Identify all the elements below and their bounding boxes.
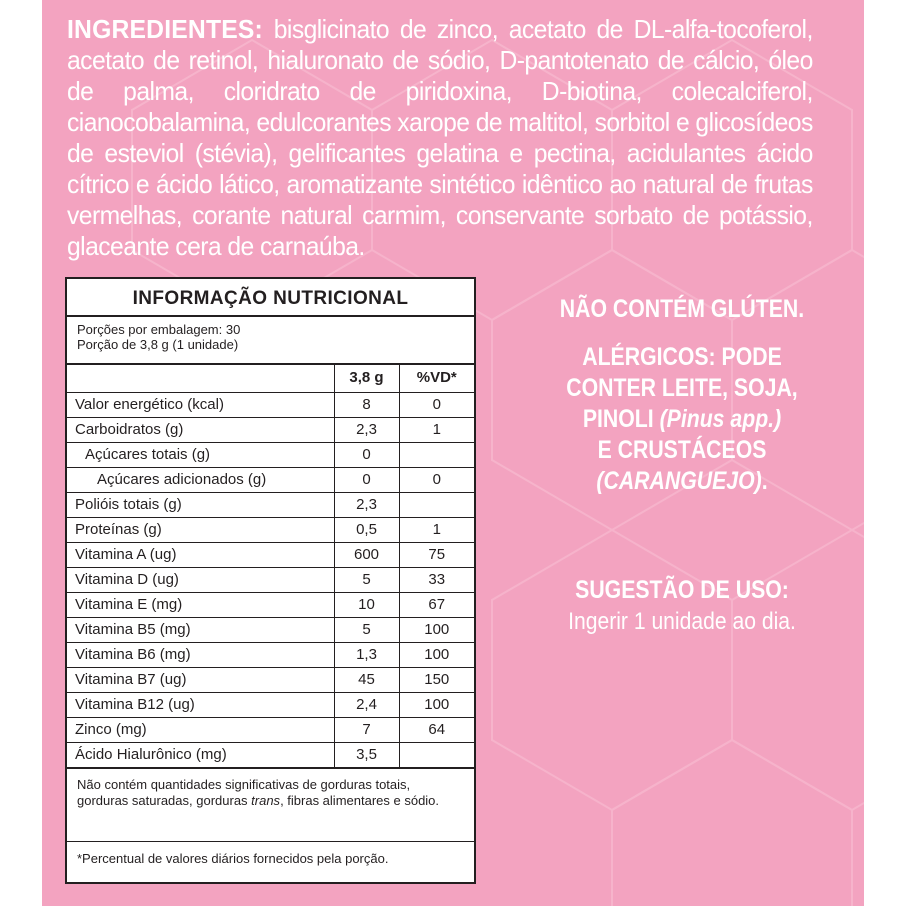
allergen-line-3-a: PINOLI (582, 405, 660, 433)
usage-title: SUGESTÃO DE USO: (575, 576, 789, 604)
nutrition-facts-table (65, 277, 476, 884)
dv-note: *Percentual de valores diários fornecidos pela porção. (77, 850, 389, 866)
footnote-post: , fibras alimentares e sódio. (280, 792, 440, 808)
nutrient-dv: 1 (399, 417, 474, 442)
nutrient-label: Polióis totais (g) (67, 492, 334, 517)
nutrient-row (67, 617, 474, 642)
nutrient-amount: 0 (334, 467, 399, 492)
ingredients-label: INGREDIENTES: (67, 14, 263, 44)
nutrient-label: Proteínas (g) (67, 517, 334, 542)
nutrient-amount: 0 (334, 442, 399, 467)
nutrient-dv: 150 (399, 667, 474, 692)
nutrient-amount: 45 (334, 667, 399, 692)
nutrient-row (67, 642, 474, 667)
nutrient-label: Vitamina A (ug) (67, 542, 334, 567)
nutrient-amount: 8 (334, 392, 399, 417)
nutrient-dv (399, 442, 474, 467)
nutrient-amount: 2,3 (334, 492, 399, 517)
nutrient-label: Carboidratos (g) (67, 417, 334, 442)
allergen-line-5-italic: (CARANGUEJO) (596, 467, 762, 495)
nutrient-dv (399, 742, 474, 768)
servings-per-package: Porções por embalagem: 30 (77, 322, 241, 337)
nutrient-row (67, 742, 474, 768)
nutrient-dv: 0 (399, 467, 474, 492)
nutrient-amount: 3,5 (334, 742, 399, 768)
footnote-pre: Não contém quantidades significativas de gorduras totais, gorduras saturadas, gorduras (77, 776, 411, 808)
pink-label-panel (42, 0, 864, 906)
nutrient-label: Vitamina B6 (mg) (67, 642, 334, 667)
nutrient-dv: 100 (399, 617, 474, 642)
nutrient-label: Valor energético (kcal) (67, 392, 334, 417)
gluten-text: NÃO CONTÉM GLÚTEN. (559, 295, 805, 323)
nutrient-grid (67, 365, 474, 769)
nutrient-amount: 1,3 (334, 642, 399, 667)
nutrient-label: Zinco (mg) (67, 717, 334, 742)
nutrient-dv: 67 (399, 592, 474, 617)
allergen-line-5-tail: . (761, 467, 768, 495)
nutrition-footnote (67, 769, 474, 842)
nutrient-label: Vitamina B12 (ug) (67, 692, 334, 717)
nutrition-title: INFORMAÇÃO NUTRICIONAL (67, 279, 474, 317)
allergen-line-2: CONTER LEITE, SOJA, (566, 374, 798, 402)
nutrient-header-row (67, 365, 474, 392)
nutrient-amount: 10 (334, 592, 399, 617)
header-dv: %VD* (399, 365, 474, 392)
nutrient-row (67, 392, 474, 417)
nutrient-dv: 64 (399, 717, 474, 742)
nutrient-row (67, 667, 474, 692)
allergen-warning (500, 342, 864, 497)
allergen-line-1: ALÉRGICOS: PODE (582, 343, 782, 371)
nutrient-label: Açúcares totais (g) (67, 442, 334, 467)
nutrient-amount: 5 (334, 617, 399, 642)
nutrient-label: Ácido Hialurônico (mg) (67, 742, 334, 768)
nutrient-row (67, 492, 474, 517)
nutrient-dv (399, 492, 474, 517)
nutrient-label: Açúcares adicionados (g) (67, 467, 334, 492)
gluten-warning (500, 294, 864, 325)
nutrient-dv: 33 (399, 567, 474, 592)
serving-info (67, 317, 474, 365)
nutrient-amount: 2,4 (334, 692, 399, 717)
header-amount: 3,8 g (334, 365, 399, 392)
nutrient-dv: 100 (399, 642, 474, 667)
nutrient-row (67, 567, 474, 592)
nutrient-amount: 5 (334, 567, 399, 592)
nutrient-label: Vitamina D (ug) (67, 567, 334, 592)
allergen-line-5 (527, 466, 836, 497)
nutrient-amount: 2,3 (334, 417, 399, 442)
nutrient-row (67, 467, 474, 492)
nutrient-row (67, 542, 474, 567)
nutrient-amount: 0,5 (334, 517, 399, 542)
nutrient-amount: 7 (334, 717, 399, 742)
allergen-line-3 (527, 404, 836, 435)
nutrient-dv: 75 (399, 542, 474, 567)
nutrient-label: Vitamina E (mg) (67, 592, 334, 617)
nutrient-label: Vitamina B7 (ug) (67, 667, 334, 692)
nutrient-dv: 100 (399, 692, 474, 717)
nutrient-row (67, 417, 474, 442)
allergen-line-3-italic: (Pinus app.) (659, 405, 782, 433)
footnote-italic: trans (251, 792, 281, 808)
nutrient-row (67, 442, 474, 467)
header-blank (67, 365, 334, 392)
nutrient-row (67, 592, 474, 617)
allergen-line-4: E CRUSTÁCEOS (597, 436, 767, 464)
nutrient-row (67, 692, 474, 717)
usage-text: Ingerir 1 unidade ao dia. (568, 608, 796, 635)
nutrient-amount: 600 (334, 542, 399, 567)
nutrient-row (67, 517, 474, 542)
nutrient-dv: 0 (399, 392, 474, 417)
nutrient-row (67, 717, 474, 742)
nutrient-label: Vitamina B5 (mg) (67, 617, 334, 642)
serving-size: Porção de 3,8 g (1 unidade) (77, 337, 239, 352)
nutrient-dv: 1 (399, 517, 474, 542)
ingredients-list: bisglicinato de zinco, acetato de DL-alfa-tocoferol, acetato de retinol, hialuronato de sódio, D-pantotenato de cálcio, óleo de palma, cloridrato de piridoxina, D-biotina, colecalciferol, cianocobalamina, edulcorantes xarope de maltitol, sorbitol e glicosídeos de esteviol (stévia), gelificantes gelatina e pectina, acidulantes ácido cítrico e ácido lático, aromatizante sintético idêntico ao natural de frutas vermelhas, corante natural carmim, conservante sorbato de potássio, glaceante cera de carnaúba. (67, 14, 813, 261)
usage-suggestion (500, 575, 864, 637)
ingredients-text (67, 14, 813, 262)
